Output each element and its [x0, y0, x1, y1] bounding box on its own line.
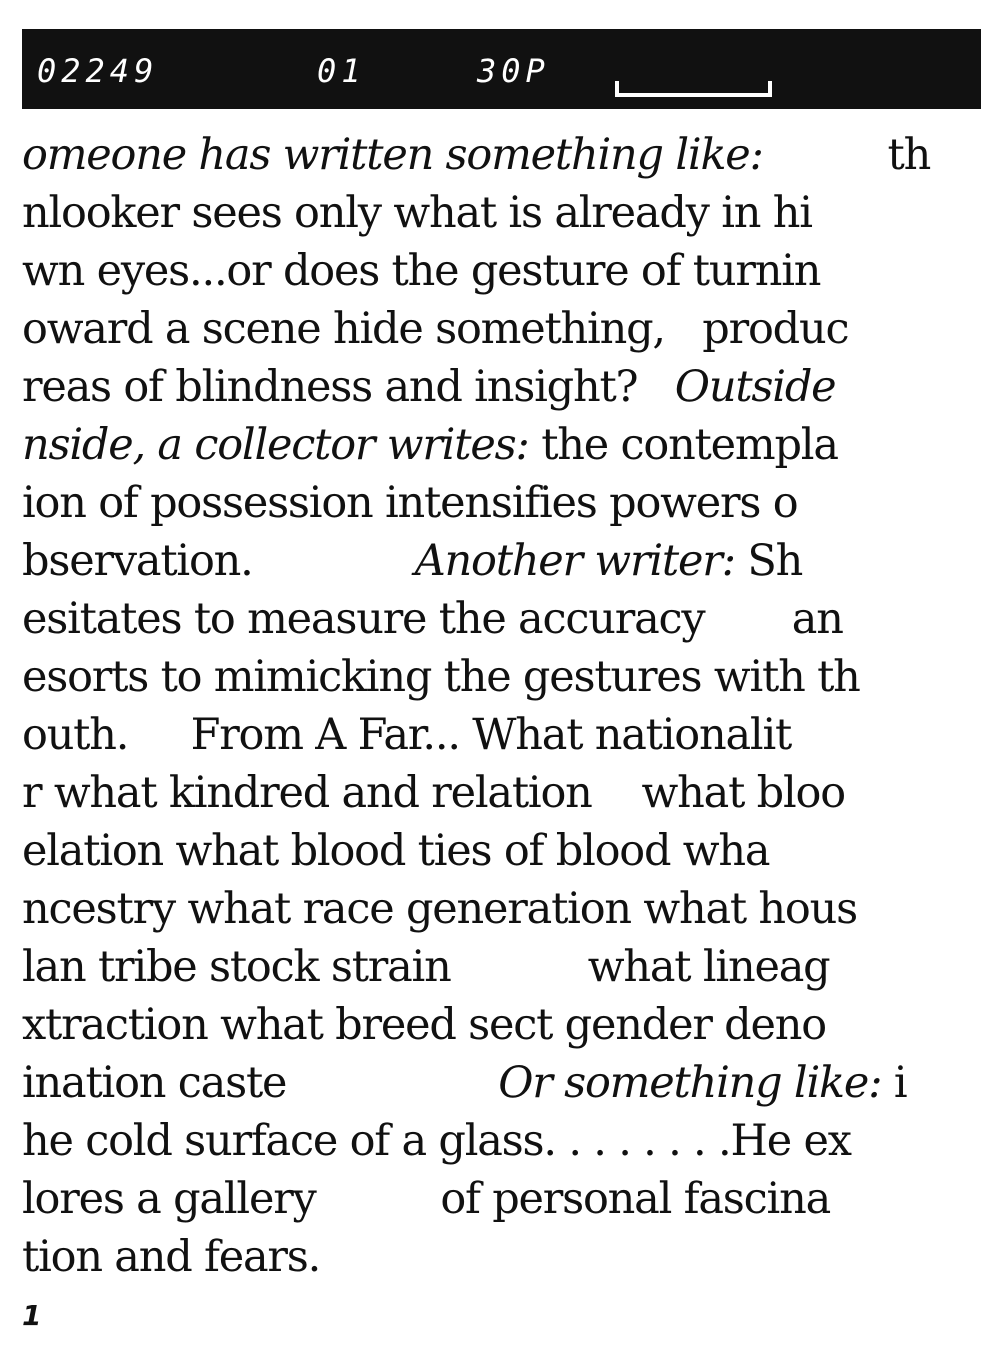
text-segment: esorts to mimicking the gestures with th: [22, 652, 860, 702]
progress-bracket-icon: [615, 81, 772, 97]
text-segment: outh. From A Far... What nationalit: [22, 710, 792, 760]
text-segment: ncestry what race generation what hous: [22, 884, 857, 934]
text-segment: ion of possession intensifies powers o: [22, 478, 798, 528]
text-line: [22, 242, 987, 300]
italic-text-segment: omeone has written something like:: [22, 130, 763, 180]
text-segment: tion and fears.: [22, 1232, 321, 1282]
text-line: [22, 1112, 987, 1170]
frame-number-readout: 01: [317, 52, 366, 90]
text-segment: reas of blindness and insight?: [22, 362, 675, 412]
text-segment: Sh: [734, 536, 803, 586]
text-segment: wn eyes...or does the gesture of turnin: [22, 246, 821, 296]
text-line: [22, 590, 987, 648]
text-segment: th: [762, 130, 931, 180]
text-line: [22, 532, 987, 590]
text-line: [22, 996, 987, 1054]
text-segment: lores a gallery of personal fascina: [22, 1174, 831, 1224]
text-segment: elation what blood ties of blood wha: [22, 826, 770, 876]
text-segment: ination caste: [22, 1058, 499, 1108]
italic-text-segment: Outside: [674, 362, 836, 412]
text-segment: oward a scene hide something, produc: [22, 304, 849, 354]
italic-text-segment: nside, a collector writes:: [22, 420, 529, 470]
text-line: [22, 764, 987, 822]
time-readout: 30P: [477, 52, 550, 90]
text-line: [22, 1228, 987, 1286]
text-line: [22, 938, 987, 996]
text-segment: r what kindred and relation what bloo: [22, 768, 845, 818]
text-segment: bservation.: [22, 536, 415, 586]
text-line: [22, 126, 987, 184]
frame-counter-readout: 02249: [37, 52, 159, 90]
text-line: [22, 474, 987, 532]
page-number: 1: [22, 1299, 42, 1332]
text-line: [22, 706, 987, 764]
text-segment: xtraction what breed sect gender deno: [22, 1000, 826, 1050]
text-line: [22, 1054, 987, 1112]
text-segment: i: [881, 1058, 907, 1108]
text-segment: lan tribe stock strain what lineag: [22, 942, 830, 992]
body-text-block: [22, 126, 987, 1286]
italic-text-segment: Or something like:: [498, 1058, 882, 1108]
text-line: [22, 648, 987, 706]
text-line: [22, 822, 987, 880]
text-line: [22, 184, 987, 242]
text-line: [22, 416, 987, 474]
counter-display-bar: [22, 29, 981, 109]
text-line: [22, 358, 987, 416]
text-segment: he cold surface of a glass. . . . . . . .He ex: [22, 1116, 851, 1166]
italic-text-segment: Another writer:: [414, 536, 735, 586]
text-segment: nlooker sees only what is already in hi: [22, 188, 812, 238]
text-segment: the contempla: [528, 420, 838, 470]
text-segment: esitates to measure the accuracy an: [22, 594, 843, 644]
text-line: [22, 1170, 987, 1228]
text-line: [22, 880, 987, 938]
text-line: [22, 300, 987, 358]
